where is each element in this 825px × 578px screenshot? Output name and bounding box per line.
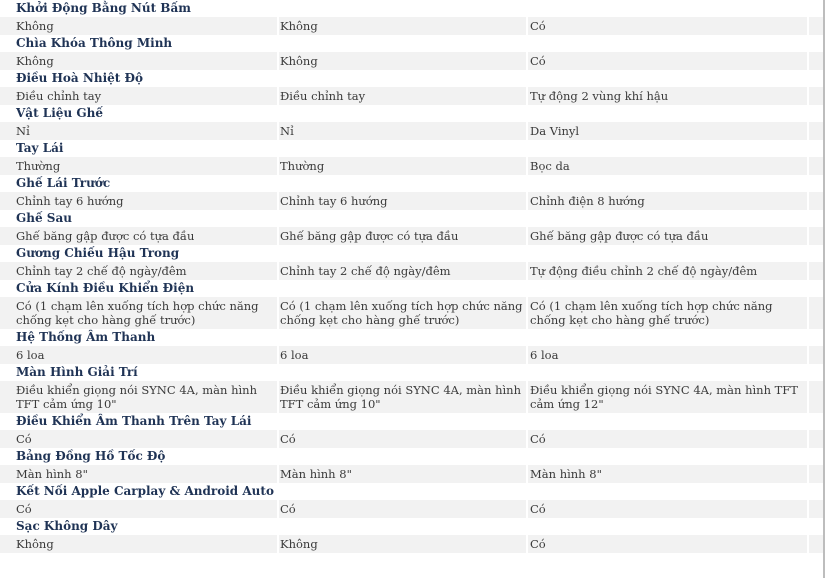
spec-value-col1: Chỉnh tay 2 chế độ ngày/đêm	[0, 262, 279, 280]
spec-value-col4	[809, 535, 823, 553]
spec-value-col4	[809, 122, 823, 140]
spec-row	[0, 465, 825, 483]
spec-value-col2: Điều chỉnh tay	[279, 87, 528, 105]
spec-value-col1: Nỉ	[0, 122, 279, 140]
spec-value-col3: Điều khiển giọng nói SYNC 4A, màn hình TFT cảm ứng 12"	[528, 381, 809, 413]
spec-value-col1: Thường	[0, 157, 279, 175]
spec-value-col2: Điều khiển giọng nói SYNC 4A, màn hình TFT cảm ứng 10"	[279, 381, 528, 413]
spec-group-rearview-mirror	[0, 245, 825, 280]
spec-value-col3: Chỉnh điện 8 hướng	[528, 192, 809, 210]
spec-title: Ghế Sau	[16, 211, 72, 225]
spec-row	[0, 52, 825, 70]
spec-row	[0, 500, 825, 518]
spec-value-col1: Có (1 chạm lên xuống tích hợp chức năng chống kẹt cho hàng ghế trước)	[0, 297, 279, 329]
spec-value-col3: Có	[528, 535, 809, 553]
spec-group-air-conditioning	[0, 70, 825, 105]
spec-group-instrument-cluster	[0, 448, 825, 483]
spec-group-rear-seat	[0, 210, 825, 245]
spec-value-col3: Tự động điều chỉnh 2 chế độ ngày/đêm	[528, 262, 809, 280]
spec-title: Hệ Thống Âm Thanh	[16, 330, 156, 344]
spec-value-col3: Tự động 2 vùng khí hậu	[528, 87, 809, 105]
spec-title: Cửa Kính Điều Khiển Điện	[16, 281, 195, 295]
spec-value-col3: Có	[528, 430, 809, 448]
spec-value-col4	[809, 297, 823, 329]
spec-row	[0, 535, 825, 553]
spec-value-col4	[809, 500, 823, 518]
spec-title: Tay Lái	[16, 141, 64, 155]
spec-title: Ghế Lái Trước	[16, 176, 111, 190]
spec-title: Điều Khiển Âm Thanh Trên Tay Lái	[16, 414, 252, 428]
spec-value-col3: 6 loa	[528, 346, 809, 364]
spec-row	[0, 192, 825, 210]
spec-value-col1: 6 loa	[0, 346, 279, 364]
spec-title: Kết Nối Apple Carplay & Android Auto	[16, 484, 274, 498]
spec-value-col1: Không	[0, 535, 279, 553]
spec-group-steering-audio-controls	[0, 413, 825, 448]
spec-title: Bảng Đồng Hồ Tốc Độ	[16, 449, 166, 463]
spec-value-col2: Chỉnh tay 2 chế độ ngày/đêm	[279, 262, 528, 280]
spec-value-col3: Ghế băng gập được có tựa đầu	[528, 227, 809, 245]
spec-value-col4	[809, 87, 823, 105]
spec-row	[0, 262, 825, 280]
spec-value-col3: Màn hình 8"	[528, 465, 809, 483]
spec-value-col1: Điều chỉnh tay	[0, 87, 279, 105]
spec-value-col4	[809, 346, 823, 364]
spec-value-col3: Bọc da	[528, 157, 809, 175]
spec-title: Sạc Không Dây	[16, 519, 118, 533]
spec-title: Khởi Động Bằng Nút Bấm	[16, 1, 191, 15]
spec-value-col1: Có	[0, 430, 279, 448]
spec-group-carplay-android-auto	[0, 483, 825, 518]
spec-value-col4	[809, 192, 823, 210]
spec-value-col2: Có (1 chạm lên xuống tích hợp chức năng chống kẹt cho hàng ghế trước)	[279, 297, 528, 329]
spec-value-col1: Không	[0, 17, 279, 35]
spec-group-steering-wheel	[0, 140, 825, 175]
spec-value-col1: Điều khiển giọng nói SYNC 4A, màn hình TFT cảm ứng 10"	[0, 381, 279, 413]
spec-value-col3: Có (1 chạm lên xuống tích hợp chức năng chống kẹt cho hàng ghế trước)	[528, 297, 809, 329]
spec-value-col2: Màn hình 8"	[279, 465, 528, 483]
spec-value-col1: Ghế băng gập được có tựa đầu	[0, 227, 279, 245]
spec-row	[0, 346, 825, 364]
spec-value-col1: Có	[0, 500, 279, 518]
spec-title: Điều Hoà Nhiệt Độ	[16, 71, 143, 85]
spec-group-power-windows	[0, 280, 825, 329]
spec-group-seat-material	[0, 105, 825, 140]
spec-value-col1: Chỉnh tay 6 hướng	[0, 192, 279, 210]
spec-group-driver-seat	[0, 175, 825, 210]
spec-row	[0, 157, 825, 175]
spec-value-col4	[809, 52, 823, 70]
spec-title: Màn Hình Giải Trí	[16, 365, 138, 379]
spec-title: Gương Chiếu Hậu Trong	[16, 246, 180, 260]
spec-value-col3: Có	[528, 52, 809, 70]
spec-value-col4	[809, 17, 823, 35]
spec-value-col4	[809, 430, 823, 448]
spec-value-col2: Có	[279, 500, 528, 518]
spec-group-push-start	[0, 0, 825, 35]
spec-title: Chìa Khóa Thông Minh	[16, 36, 173, 50]
spec-value-col4	[809, 262, 823, 280]
spec-row	[0, 297, 825, 329]
spec-value-col2: Ghế băng gập được có tựa đầu	[279, 227, 528, 245]
spec-row	[0, 122, 825, 140]
spec-value-col2: Nỉ	[279, 122, 528, 140]
spec-value-col2: 6 loa	[279, 346, 528, 364]
spec-row	[0, 381, 825, 413]
spec-row	[0, 17, 825, 35]
spec-row	[0, 430, 825, 448]
spec-value-col4	[809, 157, 823, 175]
spec-value-col3: Có	[528, 17, 809, 35]
spec-group-wireless-charging	[0, 518, 825, 553]
spec-value-col4	[809, 465, 823, 483]
spec-value-col2: Không	[279, 17, 528, 35]
spec-row	[0, 87, 825, 105]
spec-value-col4	[809, 227, 823, 245]
spec-value-col2: Chỉnh tay 6 hướng	[279, 192, 528, 210]
spec-value-col3: Có	[528, 500, 809, 518]
spec-group-infotainment-screen	[0, 364, 825, 413]
spec-group-sound-system	[0, 329, 825, 364]
spec-value-col1: Màn hình 8"	[0, 465, 279, 483]
spec-value-col2: Không	[279, 52, 528, 70]
spec-value-col3: Da Vinyl	[528, 122, 809, 140]
spec-value-col2: Thường	[279, 157, 528, 175]
spec-value-col1: Không	[0, 52, 279, 70]
spec-group-smart-key	[0, 35, 825, 70]
spec-value-col2: Có	[279, 430, 528, 448]
spec-value-col4	[809, 381, 823, 413]
spec-value-col2: Không	[279, 535, 528, 553]
spec-row	[0, 227, 825, 245]
spec-title: Vật Liệu Ghế	[16, 106, 103, 120]
